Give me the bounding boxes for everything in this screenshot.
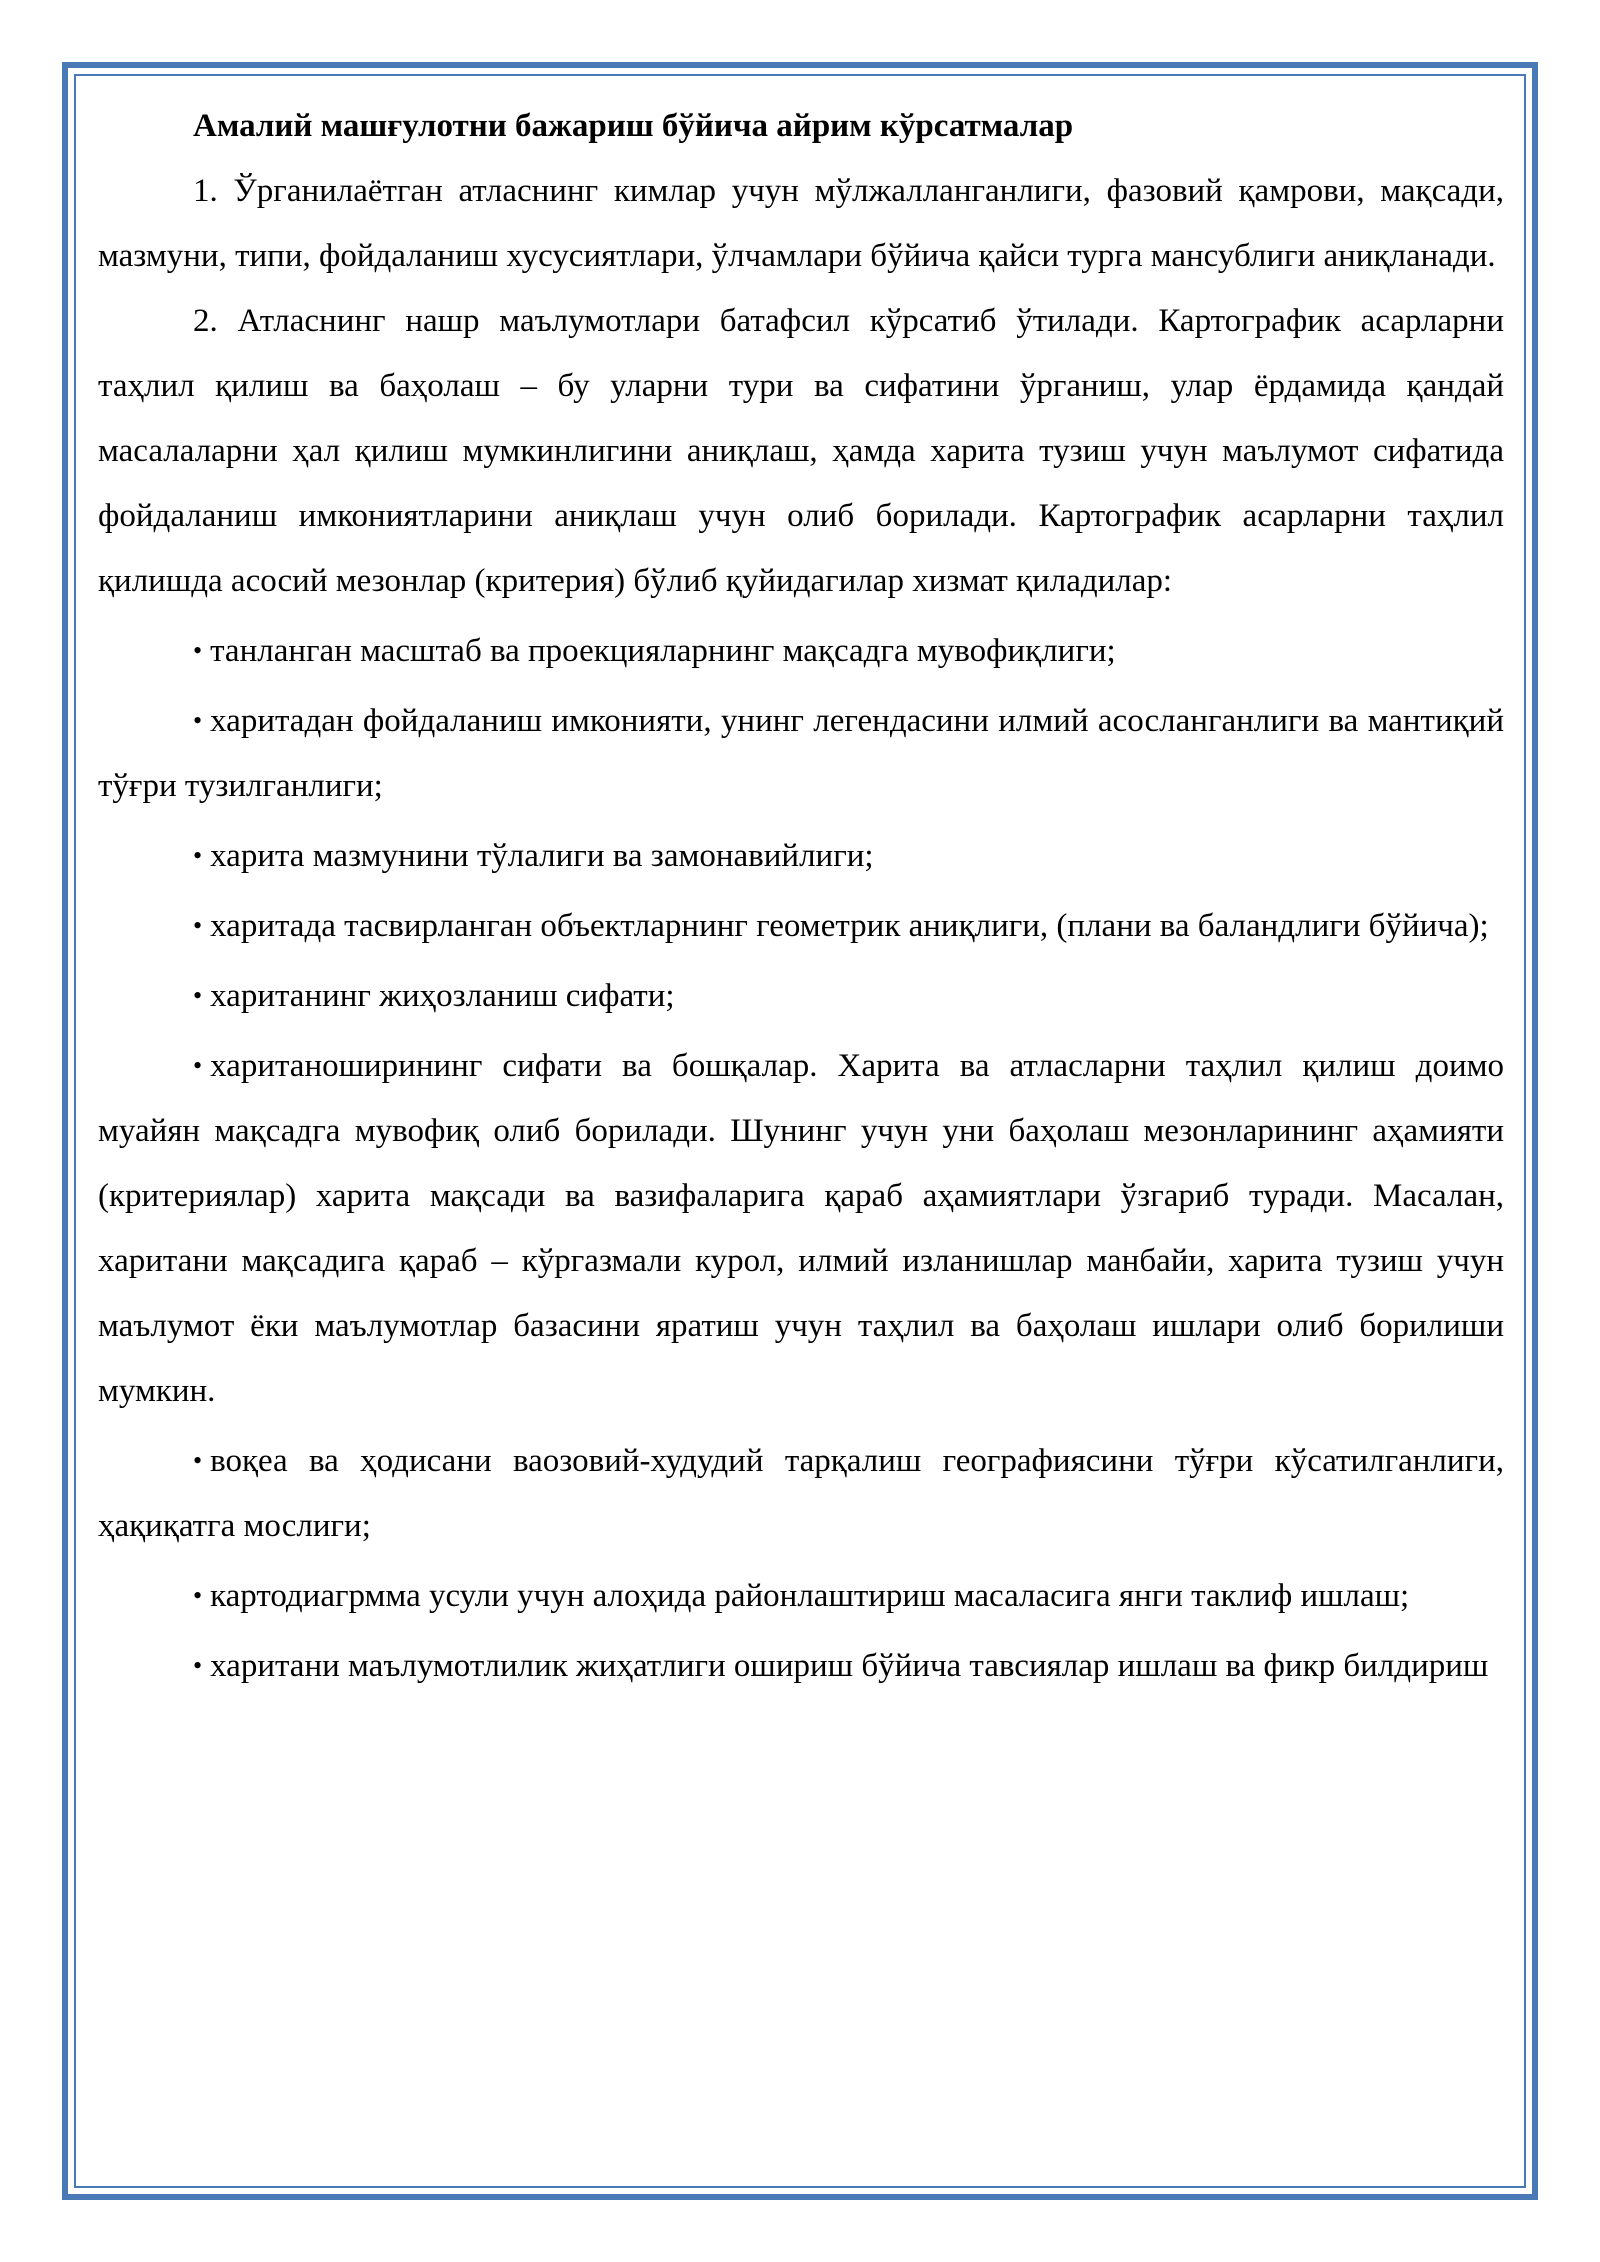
bullet-item	[98, 688, 1504, 819]
document-title: Амалий машғулотни бажариш бўйича айрим кўрсатмалар	[193, 108, 1074, 144]
bullet-item	[98, 893, 1504, 959]
bullet-text: харитани маълумотлилик жиҳатлиги ошириш бўйича тавсиялар ишлаш ва фикр билдириш	[210, 1648, 1489, 1684]
bullet-text: воқеа ва ҳодисани ваозовий-худудий тарқалиш географиясини тўғри кўсатилганлиги, ҳақиқатга мослиги;	[98, 1443, 1504, 1544]
bullet-icon: •	[193, 1581, 203, 1610]
document-body	[98, 94, 1504, 1699]
bullet-item	[98, 963, 1504, 1029]
bullet-icon: •	[193, 911, 203, 940]
bullet-text: харита мазмунини тўлалиги ва замонавийлиги;	[210, 838, 874, 874]
bullet-item	[98, 1033, 1504, 1424]
bullet-icon: •	[193, 1651, 203, 1680]
bullet-item	[98, 1428, 1504, 1559]
bullet-text: харитада тасвирланган объектларнинг геометрик аниқлиги, (плани ва баландлиги бўйича);	[210, 908, 1489, 944]
bullet-item	[98, 1563, 1504, 1629]
bullet-text: танланган масштаб ва проекцияларнинг мақсадга мувофиқлиги;	[210, 633, 1116, 669]
bullet-text: хаританинг жиҳозланиш сифати;	[210, 978, 675, 1014]
bullet-icon: •	[193, 981, 203, 1010]
bullet-text: хаританоширининг сифати ва бошқалар. Харита ва атласларни таҳлил қилиш доимо муайян мақсадга мувофиқ олиб борилади. Шунинг учун уни баҳолаш мезонларининг аҳамияти (критериялар) харита мақсади ва вазифаларига қараб аҳамиятлари ўзгариб туради. Масалан, харитани мақсадига қараб – кўргазмали курол, илмий изланишлар манбайи, харита тузиш учун маълумот ёки маълумотлар базасини яратиш учун таҳлил ва баҳолаш ишлари олиб борилиши мумкин.	[98, 1048, 1504, 1409]
bullet-icon: •	[193, 1051, 203, 1080]
bullet-icon: •	[193, 1446, 203, 1475]
bullet-text: харитадан фойдаланиш имконияти, унинг легендасини илмий асосланганлиги ва мантиқий тўғри тузилганлиги;	[98, 703, 1504, 804]
bullet-item	[98, 618, 1504, 684]
bullet-icon: •	[193, 841, 203, 870]
bullet-icon: •	[193, 706, 203, 735]
paragraph-2: 2. Атласнинг нашр маълумотлари батафсил кўрсатиб ўтилади. Картографик асарларни таҳлил қилиш ва баҳолаш – бу уларни тури ва сифатини ўрганиш, улар ёрдамида қандай масалаларни ҳал қилиш мумкинлигини аниқлаш, ҳамда харита тузиш учун маълумот сифатида фойдаланиш имкониятларини аниқлаш учун олиб борилади. Картографик асарларни таҳлил қилишда асосий мезонлар (критерия) бўлиб қуйидагилар хизмат қиладилар:	[98, 303, 1504, 599]
paragraph-1: 1. Ўрганилаётган атласнинг кимлар учун мўлжалланганлиги, фазовий қамрови, мақсади, мазмуни, типи, фойдаланиш хусусиятлари, ўлчамлари бўйича қайси турга мансублиги аниқланади.	[98, 173, 1504, 274]
bullet-item	[98, 1633, 1504, 1699]
bullet-icon: •	[193, 636, 203, 665]
bullet-item	[98, 823, 1504, 889]
bullet-text: картодиагрмма усули учун алоҳида районлаштириш масаласига янги таклиф ишлаш;	[210, 1578, 1410, 1614]
